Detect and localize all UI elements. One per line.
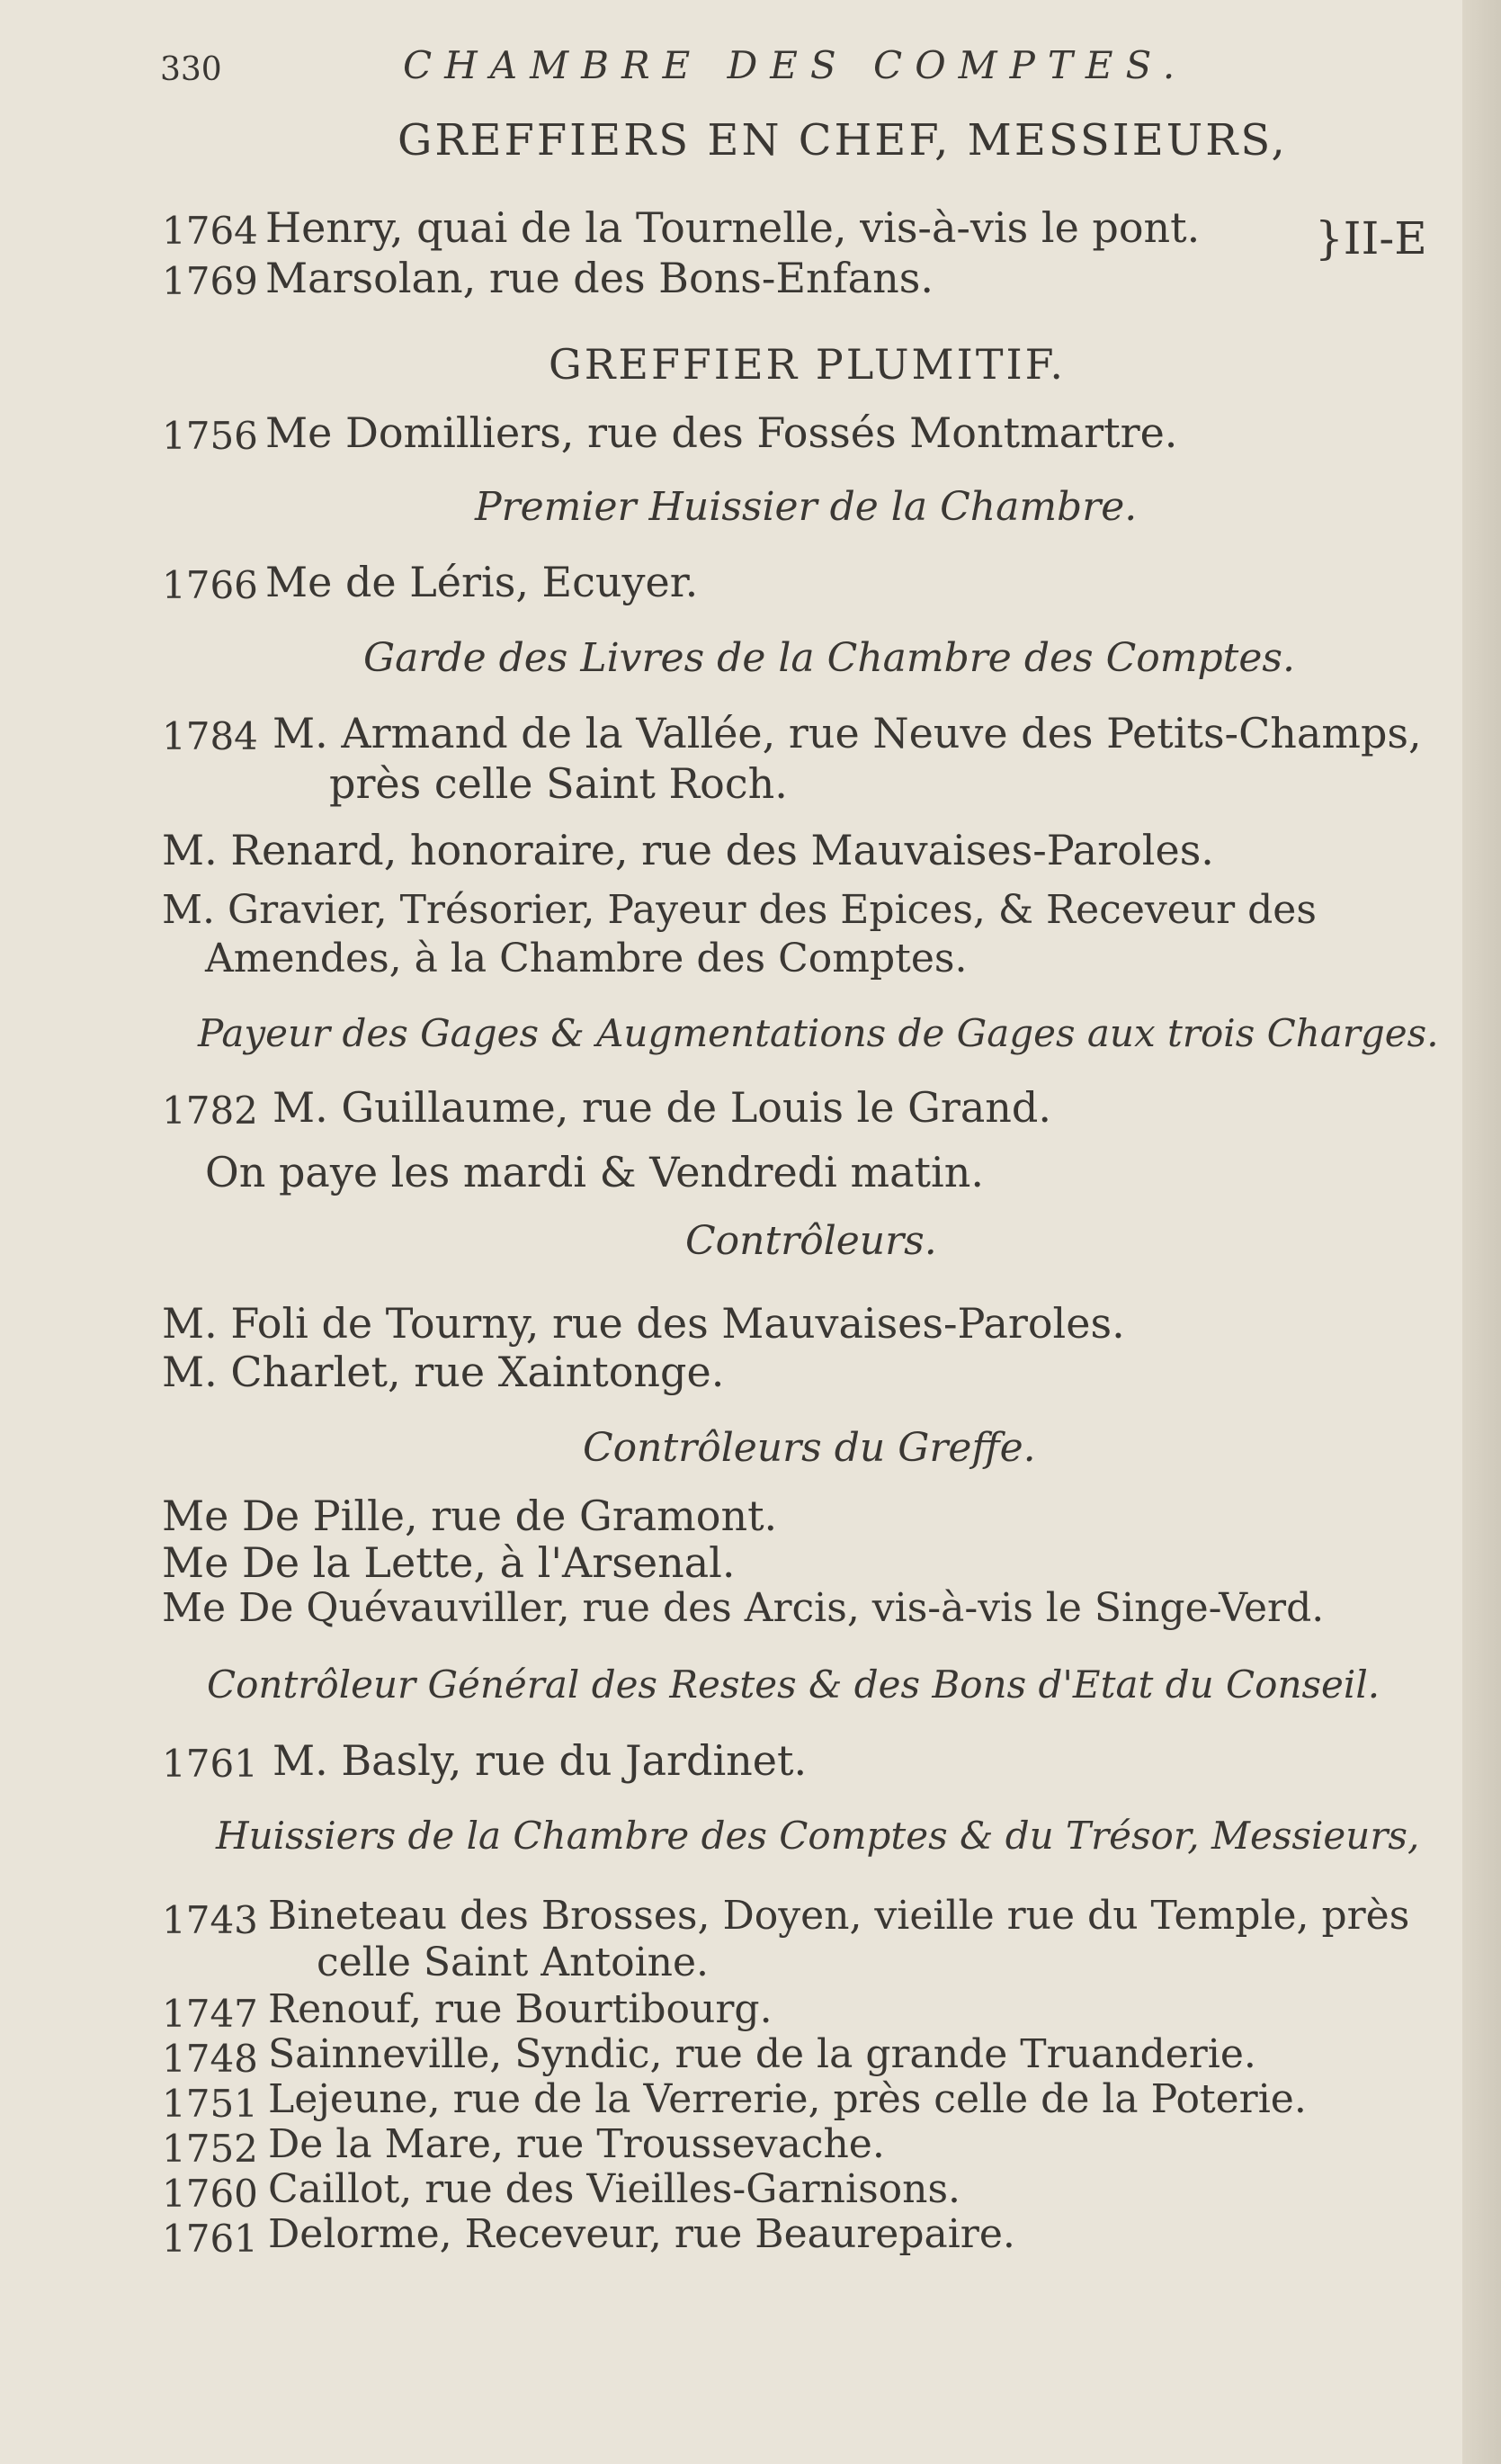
entry-text: Me de Léris, Ecuyer.	[265, 558, 699, 606]
entry-year: 1784	[162, 714, 258, 758]
entry-year: 1764	[162, 209, 258, 253]
entry-year: 1751	[162, 2082, 258, 2126]
running-title: CHAMBRE DES COMPTES.	[403, 43, 1188, 87]
section-title-controleurs: Contrôleurs.	[685, 1218, 937, 1264]
entry-year: 1782	[162, 1089, 258, 1133]
page-edge-shadow	[1462, 0, 1501, 2464]
entry-text: M. Charlet, rue Xaintonge.	[162, 1348, 725, 1396]
page-number: 330	[160, 51, 222, 88]
entry-text: Lejeune, rue de la Verrerie, près celle de la Poterie.	[268, 2076, 1307, 2122]
entry-text: Me De la Lette, à l'Arsenal.	[162, 1538, 736, 1587]
margin-bracket-note: }II-E	[1315, 212, 1427, 264]
entry-text: M. Basly, rue du Jardinet.	[273, 1736, 808, 1785]
section-title-garde-des-livres: Garde des Livres de la Chambre des Comptes.	[363, 635, 1295, 681]
entry-text: Delorme, Receveur, rue Beaurepaire.	[268, 2211, 1015, 2257]
entry-text: Bineteau des Brosses, Doyen, vieille rue du Temple, près	[268, 1893, 1410, 1939]
entry-text: Sainneville, Syndic, rue de la grande Truanderie.	[268, 2031, 1256, 2077]
entry-year: 1761	[162, 1742, 258, 1786]
section-title-premier-huissier: Premier Huissier de la Chambre.	[475, 484, 1138, 530]
entry-year: 1769	[162, 259, 258, 303]
entry-year: 1756	[162, 414, 258, 458]
payment-note: On paye les mardi & Vendredi matin.	[205, 1148, 984, 1196]
entry-year: 1752	[162, 2127, 258, 2171]
section-title-payeur: Payeur des Gages & Augmentations de Gages aux trois Charges.	[198, 1011, 1439, 1055]
entry-text: M. Renard, honoraire, rue des Mauvaises-Paroles.	[162, 826, 1214, 874]
section-title-controleurs-greffe: Contrôleurs du Greffe.	[583, 1425, 1036, 1471]
entry-text: M. Armand de la Vallée, rue Neuve des Petits-Champs,	[273, 709, 1422, 757]
entry-year: 1747	[162, 1992, 258, 2036]
section-title-controleur-general: Contrôleur Général des Restes & des Bons d'Etat du Conseil.	[207, 1662, 1380, 1707]
entry-text-continued: près celle Saint Roch.	[329, 759, 788, 808]
entry-text: Caillot, rue des Vieilles-Garnisons.	[268, 2166, 961, 2212]
entry-text-continued: Amendes, à la Chambre des Comptes.	[205, 936, 968, 981]
section-title-huissiers: Huissiers de la Chambre des Comptes & du Trésor, Messieurs,	[216, 1814, 1420, 1858]
entry-year: 1748	[162, 2037, 258, 2081]
section-title-greffiers-en-chef: GREFFIERS EN CHEF, MESSIEURS,	[398, 115, 1288, 166]
entry-text: Renouf, rue Bourtibourg.	[268, 1986, 773, 2032]
entry-text: Marsolan, rue des Bons-Enfans.	[265, 254, 934, 302]
section-title-greffier-plumitif: GREFFIER PLUMITIF.	[549, 340, 1067, 389]
entry-text: Me De Quévauviller, rue des Arcis, vis-à-vis le Singe-Verd.	[162, 1585, 1325, 1631]
entry-text: M. Foli de Tourny, rue des Mauvaises-Paroles.	[162, 1299, 1125, 1348]
entry-text: De la Mare, rue Troussevache.	[268, 2121, 885, 2167]
entry-text: M. Gravier, Trésorier, Payeur des Epices, & Receveur des	[162, 887, 1317, 933]
entry-text: Me Domilliers, rue des Fossés Montmartre.	[265, 408, 1178, 457]
entry-year: 1761	[162, 2217, 258, 2261]
entry-year: 1760	[162, 2172, 258, 2216]
entry-text: Me De Pille, rue de Gramont.	[162, 1492, 778, 1540]
entry-text: M. Guillaume, rue de Louis le Grand.	[273, 1083, 1051, 1132]
entry-year: 1743	[162, 1898, 258, 1942]
entry-year: 1766	[162, 563, 258, 607]
entry-text-continued: celle Saint Antoine.	[317, 1940, 710, 1985]
entry-text: Henry, quai de la Tournelle, vis-à-vis le pont.	[265, 203, 1201, 252]
